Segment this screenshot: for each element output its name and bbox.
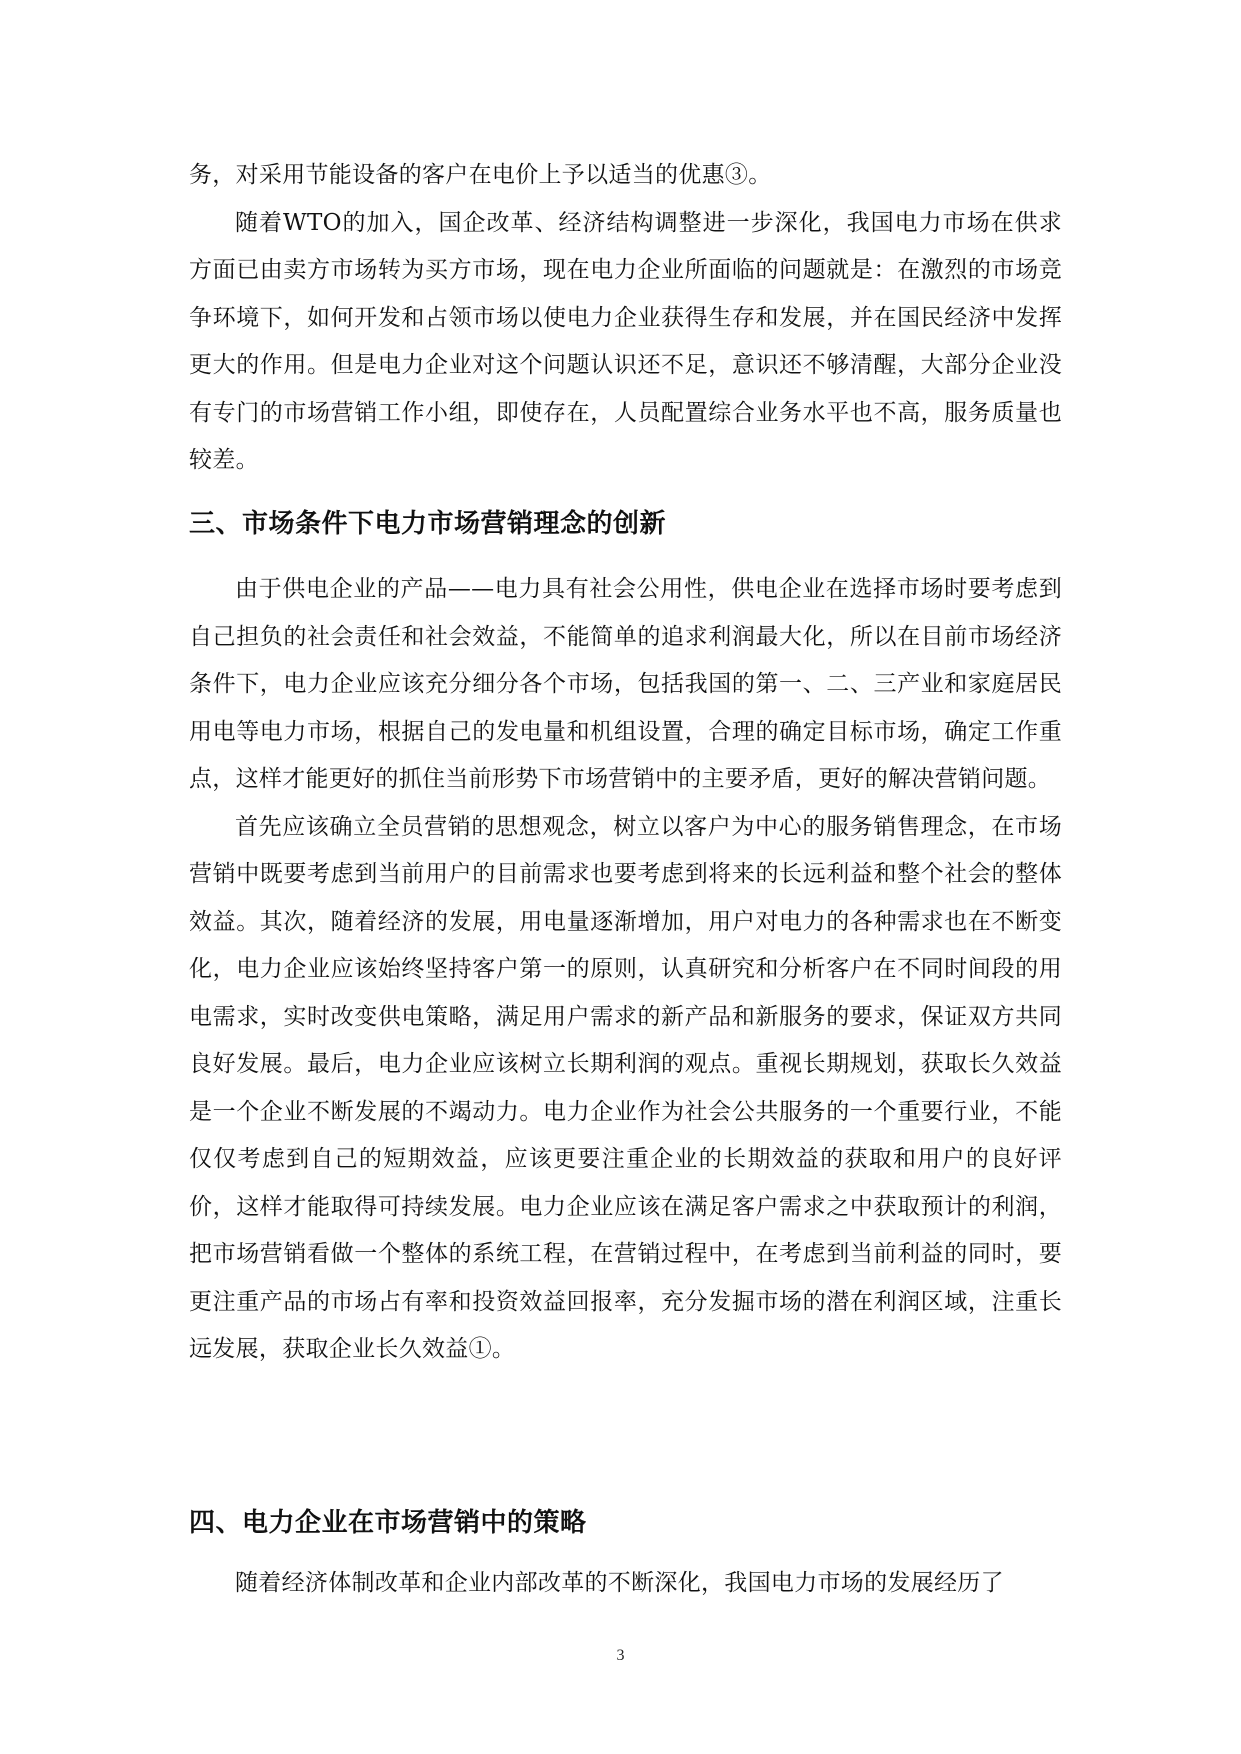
body-text-block [189, 566, 1062, 1374]
paragraph: 随着WTO的加入，国企改革、经济结构调整进一步深化，我国电力市场在供求方面已由卖方市场转为买方市场，现在电力企业所面临的问题就是：在激烈的市场竞争环境下，如何开发和占领市场以使电力企业获得生存和发展，并在国民经济中发挥更大的作用。但是电力企业对这个问题认识还不足，意识还不够清醒，大部分企业没有专门的市场营销工作小组，即使存在，人员配置综合业务水平也不高，服务质量也较差。 [189, 209, 1062, 473]
paragraph: 首先应该确立全员营销的思想观念，树立以客户为中心的服务销售理念，在市场营销中既要考虑到当前用户的目前需求也要考虑到将来的长远利益和整个社会的整体效益。其次，随着经济的发展，用电量逐渐增加，用户对电力的各种需求也在不断变化，电力企业应该始终坚持客户第一的原则，认真研究和分析客户在不同时间段的用电需求，实时改变供电策略，满足用户需求的新产品和新服务的要求，保证双方共同良好发展。最后，电力企业应该树立长期利润的观点。重视长期规划，获取长久效益是一个企业不断发展的不竭动力。电力企业作为社会公共服务的一个重要行业，不能仅仅考虑到自己的短期效益，应该更要注重企业的长期效益的获取和用户的良好评价，这样才能取得可持续发展。电力企业应该在满足客户需求之中获取预计的利润，把市场营销看做一个整体的系统工程，在营销过程中，在考虑到当前利益的同时，要更注重产品的市场占有率和投资效益回报率，充分发掘市场的潜在利润区域，注重长远发展，获取企业长久效益①。 [189, 813, 1062, 1362]
body-text-block [189, 152, 1062, 485]
body-text-block [189, 1560, 1062, 1608]
section-heading: 四、电力企业在市场营销中的策略 [189, 1508, 587, 1538]
paragraph: 由于供电企业的产品——电力具有社会公用性，供电企业在选择市场时要考虑到自己担负的社会责任和社会效益，不能简单的追求利润最大化，所以在目前市场经济条件下，电力企业应该充分细分各个市场，包括我国的第一、二、三产业和家庭居民用电等电力市场，根据自己的发电量和机组设置，合理的确定目标市场，确定工作重点，这样才能更好的抓住当前形势下市场营销中的主要矛盾，更好的解决营销问题。 [189, 576, 1062, 792]
section-heading: 三、市场条件下电力市场营销理念的创新 [189, 509, 667, 539]
paragraph: 随着经济体制改革和企业内部改革的不断深化，我国电力市场的发展经历了 [235, 1570, 1004, 1596]
paragraph-continuation: 务，对采用节能设备的客户在电价上予以适当的优惠③。 [189, 162, 772, 188]
page-number: 3 [616, 1647, 625, 1664]
